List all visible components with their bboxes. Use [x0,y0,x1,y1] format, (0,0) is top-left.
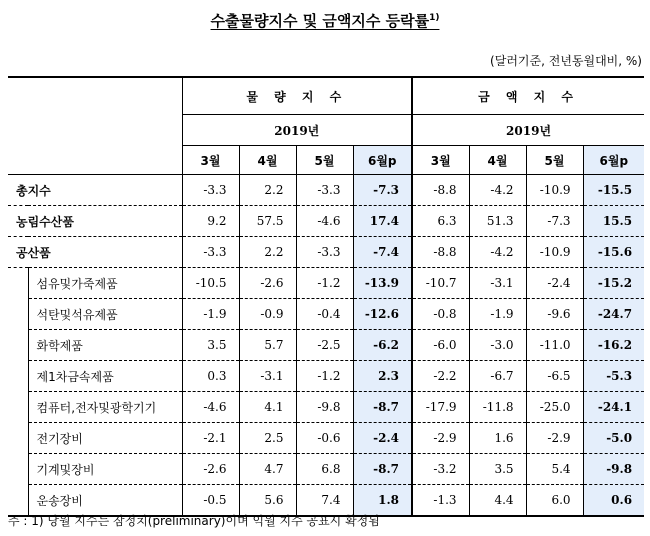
volume-cell: -0.5 [182,485,239,517]
volume-cell: -3.3 [182,237,239,268]
row-label: 운송장비 [28,485,182,517]
value-cell: -2.4 [526,268,583,299]
volume-cell: 3.5 [182,330,239,361]
table-row [8,206,644,237]
volume-cell: 1.8 [353,485,412,517]
volume-cell: -3.3 [296,175,353,206]
table-row [8,175,644,206]
volume-cell: -8.7 [353,454,412,485]
volume-cell: -1.2 [296,268,353,299]
row-indent [8,454,28,485]
month-header: 3월 [412,146,469,175]
value-cell: -9.8 [583,454,644,485]
value-cell: -5.3 [583,361,644,392]
volume-cell: 57.5 [239,206,296,237]
month-header: 4월 [239,146,296,175]
value-cell: -8.8 [412,175,469,206]
table-row [8,392,644,423]
volume-cell: -3.3 [182,175,239,206]
value-cell: 0.6 [583,485,644,517]
volume-cell: -6.2 [353,330,412,361]
value-cell: -24.1 [583,392,644,423]
volume-cell: -7.3 [353,175,412,206]
month-header: 6월p [353,146,412,175]
title-footnote-marker: 1) [429,13,440,23]
value-cell: -10.9 [526,237,583,268]
value-cell: -15.2 [583,268,644,299]
value-cell: -2.9 [412,423,469,454]
volume-cell: -12.6 [353,299,412,330]
row-label: 화학제품 [28,330,182,361]
volume-cell: 2.5 [239,423,296,454]
value-cell: -2.2 [412,361,469,392]
table-row [8,361,644,392]
row-indent [8,268,28,299]
volume-cell: -9.8 [296,392,353,423]
row-label: 전기장비 [28,423,182,454]
volume-cell: -4.6 [182,392,239,423]
value-cell: 15.5 [583,206,644,237]
value-cell: -24.7 [583,299,644,330]
volume-cell: 2.3 [353,361,412,392]
volume-cell: -2.5 [296,330,353,361]
value-cell: 4.4 [469,485,526,517]
row-indent [8,299,28,330]
value-cell: -5.0 [583,423,644,454]
volume-cell: 17.4 [353,206,412,237]
volume-cell: -3.1 [239,361,296,392]
value-cell: -4.2 [469,175,526,206]
volume-cell: -10.5 [182,268,239,299]
title-text: 수출물량지수 및 금액지수 등락률 [210,12,430,30]
volume-cell: 0.3 [182,361,239,392]
value-cell: -3.0 [469,330,526,361]
volume-cell: 2.2 [239,175,296,206]
value-cell: 51.3 [469,206,526,237]
month-header: 5월 [296,146,353,175]
row-label: 총지수 [8,175,182,206]
year-header-value: 2019년 [412,115,644,146]
month-header: 5월 [526,146,583,175]
volume-cell: 7.4 [296,485,353,517]
volume-cell: 9.2 [182,206,239,237]
value-cell: -10.9 [526,175,583,206]
group-header-volume: 물 량 지 수 [182,77,412,115]
header-corner [8,77,182,175]
volume-cell: -1.2 [296,361,353,392]
row-label: 농림수산품 [8,206,182,237]
value-cell: -6.5 [526,361,583,392]
volume-cell: -7.4 [353,237,412,268]
value-cell: -3.1 [469,268,526,299]
value-cell: 5.4 [526,454,583,485]
year-header-volume: 2019년 [182,115,412,146]
volume-cell: -0.6 [296,423,353,454]
volume-cell: -4.6 [296,206,353,237]
value-cell: -1.9 [469,299,526,330]
value-cell: -16.2 [583,330,644,361]
value-cell: -4.2 [469,237,526,268]
row-indent [8,423,28,454]
row-label: 기계및장비 [28,454,182,485]
volume-cell: 4.1 [239,392,296,423]
row-label: 섬유및가죽제품 [28,268,182,299]
value-cell: -7.3 [526,206,583,237]
volume-cell: -3.3 [296,237,353,268]
volume-cell: -2.1 [182,423,239,454]
row-indent [8,392,28,423]
value-cell: -15.5 [583,175,644,206]
month-header: 4월 [469,146,526,175]
value-cell: -1.3 [412,485,469,517]
value-cell: -6.7 [469,361,526,392]
row-indent [8,330,28,361]
volume-cell: -2.4 [353,423,412,454]
volume-cell: -2.6 [182,454,239,485]
value-cell: -10.7 [412,268,469,299]
volume-cell: -8.7 [353,392,412,423]
row-indent [8,361,28,392]
table-row [8,268,644,299]
value-cell: -6.0 [412,330,469,361]
table-row [8,423,644,454]
volume-cell: 4.7 [239,454,296,485]
table-title [0,10,650,31]
volume-cell: 6.8 [296,454,353,485]
footnote: 주 : 1) 당월 지수는 잠정치(preliminary)이며 익월 지수 공표시 확정됨 [8,514,380,528]
volume-cell: -1.9 [182,299,239,330]
unit-note: (달러기준, 전년동월대비, %) [490,54,642,68]
volume-cell: -0.4 [296,299,353,330]
table-row [8,454,644,485]
table-row [8,330,644,361]
volume-cell: -2.6 [239,268,296,299]
volume-cell: 5.7 [239,330,296,361]
table-row [8,237,644,268]
row-label: 제1차금속제품 [28,361,182,392]
volume-cell: 2.2 [239,237,296,268]
value-cell: -11.0 [526,330,583,361]
value-cell: -25.0 [526,392,583,423]
table-row [8,299,644,330]
row-label: 공산품 [8,237,182,268]
value-cell: -15.6 [583,237,644,268]
volume-cell: -0.9 [239,299,296,330]
row-label: 석탄및석유제품 [28,299,182,330]
value-cell: 1.6 [469,423,526,454]
value-cell: 6.3 [412,206,469,237]
value-cell: -2.9 [526,423,583,454]
row-label: 컴퓨터,전자및광학기기 [28,392,182,423]
value-cell: 3.5 [469,454,526,485]
value-cell: -0.8 [412,299,469,330]
volume-cell: -13.9 [353,268,412,299]
value-cell: -11.8 [469,392,526,423]
month-header: 3월 [182,146,239,175]
value-cell: -9.6 [526,299,583,330]
value-cell: -8.8 [412,237,469,268]
group-header-value: 금 액 지 수 [412,77,644,115]
value-cell: -17.9 [412,392,469,423]
index-change-table [8,76,644,517]
value-cell: 6.0 [526,485,583,517]
volume-cell: 5.6 [239,485,296,517]
value-cell: -3.2 [412,454,469,485]
month-header: 6월p [583,146,644,175]
